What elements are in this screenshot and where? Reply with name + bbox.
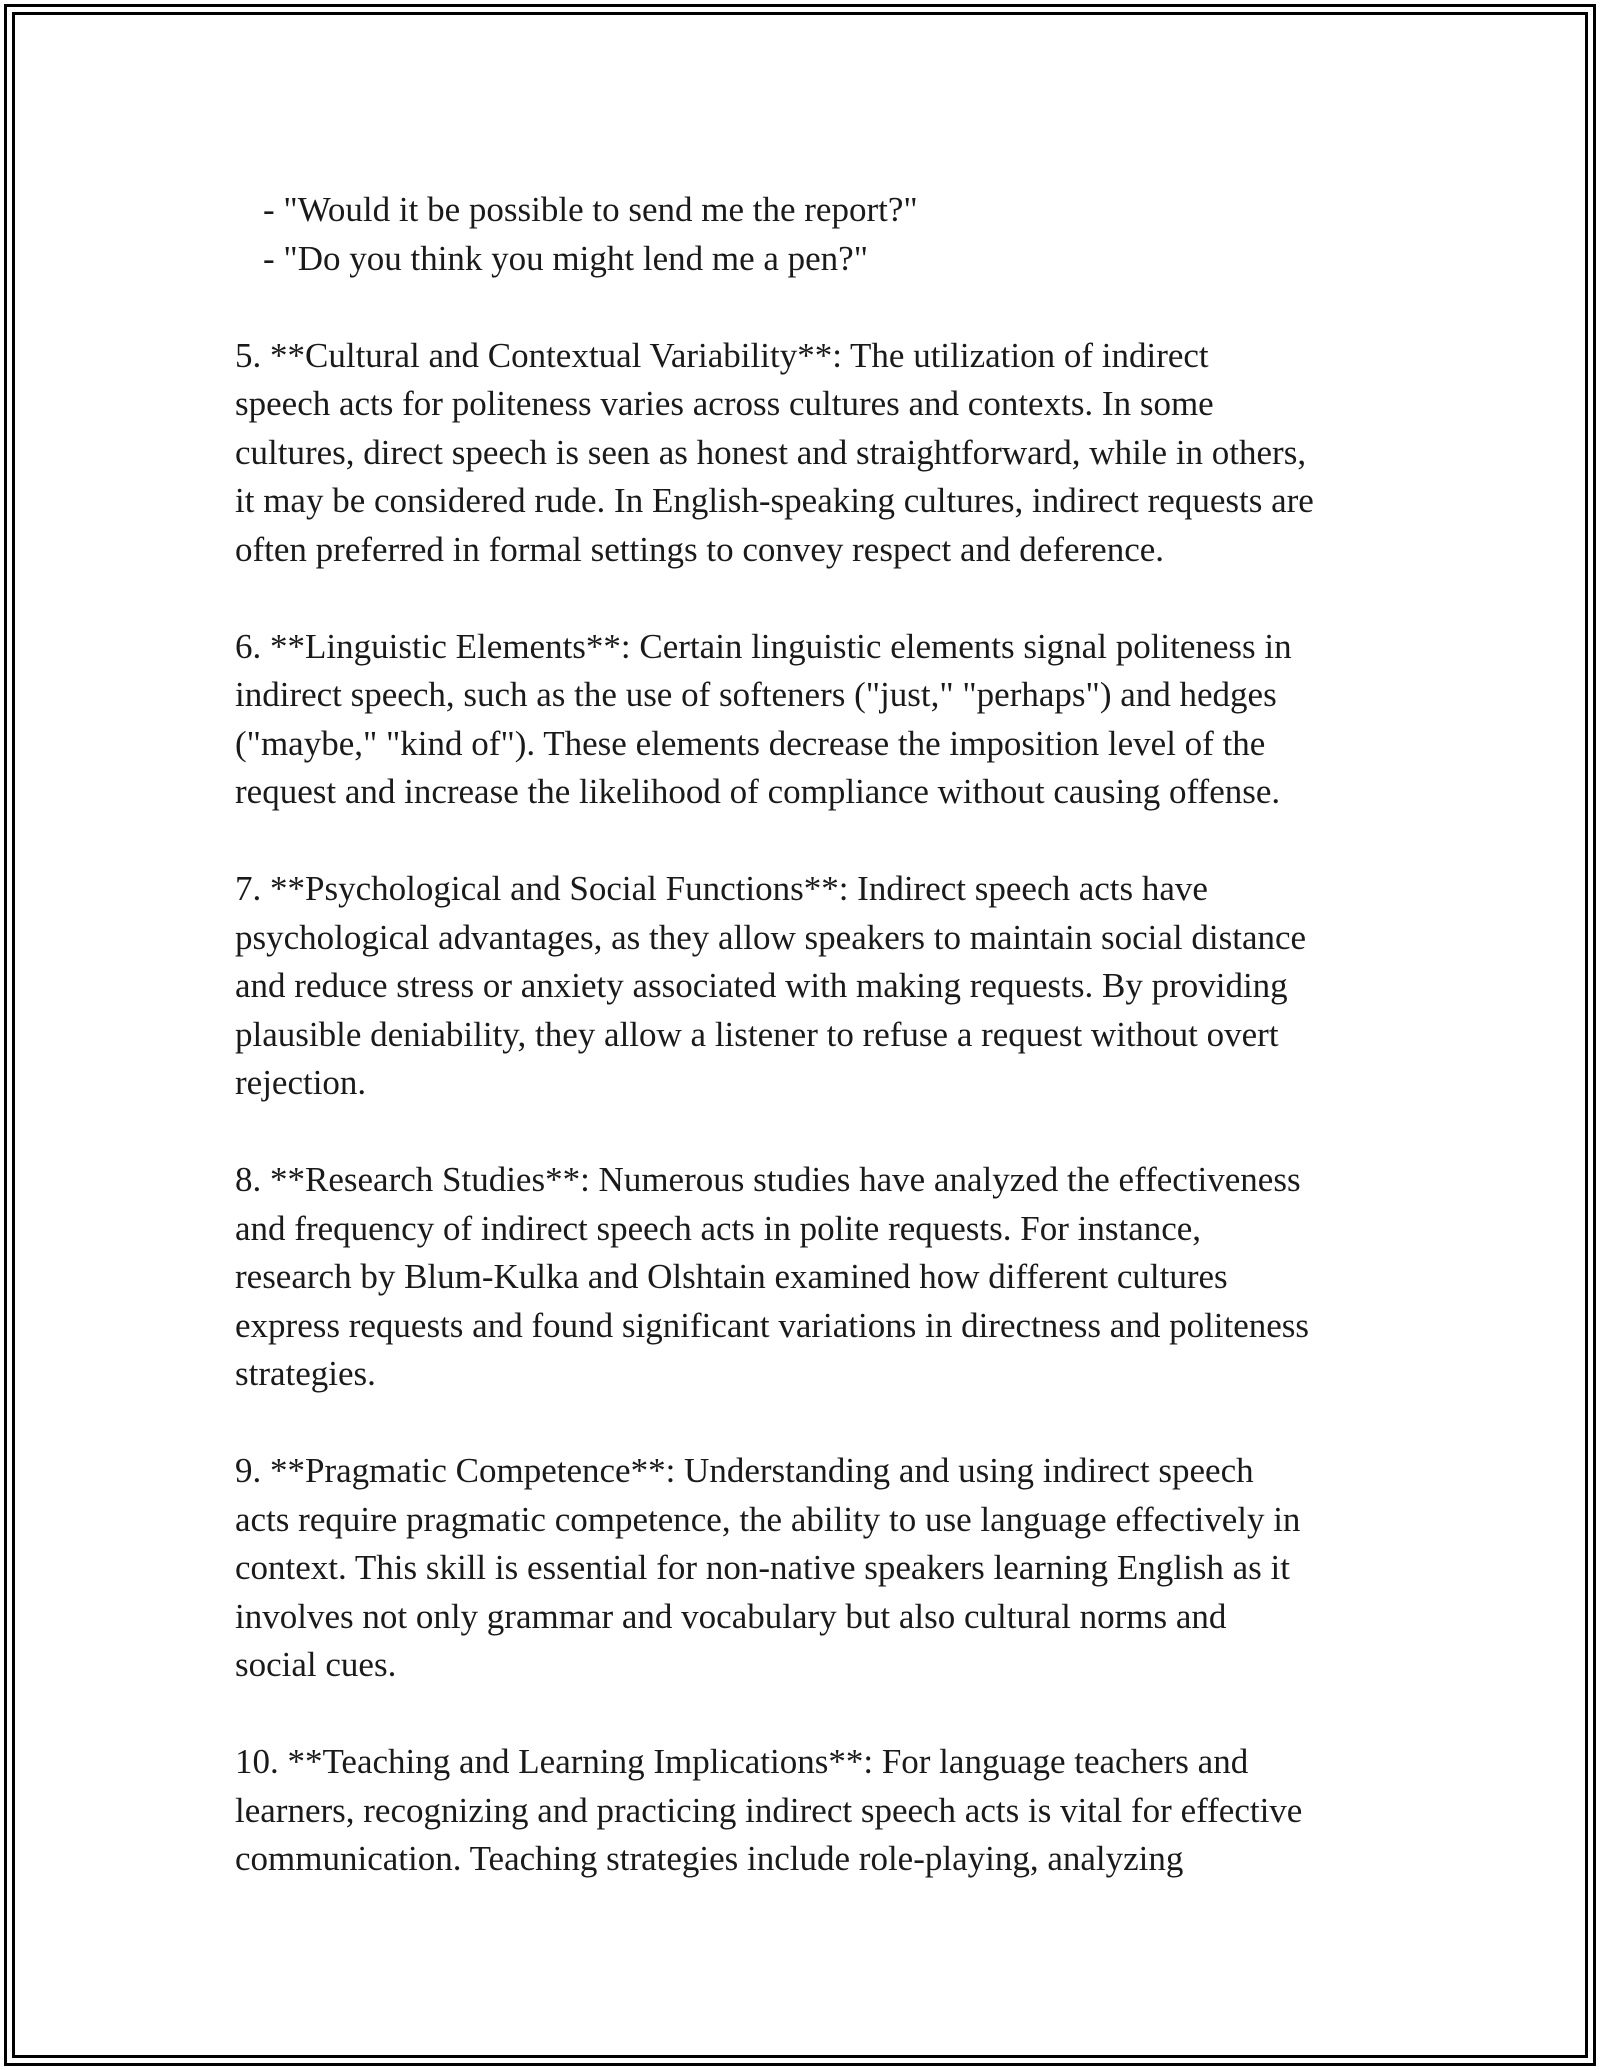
- paragraph-psychological-functions: [235, 865, 1375, 1108]
- text-line: it may be considered rude. In English-speaking cultures, indirect requests are: [235, 481, 1314, 520]
- text-line: ("maybe," "kind of"). These elements decrease the imposition level of the: [235, 723, 1266, 763]
- paragraph-linguistic-elements: [235, 623, 1375, 817]
- text-line: and frequency of indirect speech acts in polite requests. For instance,: [235, 1208, 1202, 1248]
- text-line: rejection.: [235, 1063, 367, 1102]
- text-line: social cues.: [235, 1645, 397, 1684]
- text-line: psychological advantages, as they allow speakers to maintain social distance: [235, 917, 1307, 957]
- text-line: request and increase the likelihood of compliance without causing offense.: [235, 772, 1281, 811]
- text-line: 6. **Linguistic Elements**: Certain linguistic elements signal politeness in: [235, 626, 1292, 666]
- document-body: [235, 186, 1375, 1884]
- text-line: 5. **Cultural and Contextual Variability**: The utilization of indirect: [235, 335, 1209, 375]
- text-line: 10. **Teaching and Learning Implications**: For language teachers and: [235, 1742, 1249, 1781]
- paragraph-teaching-implications: [235, 1738, 1375, 1884]
- example-item: - "Would it be possible to send me the report?": [263, 190, 918, 229]
- text-line: involves not only grammar and vocabulary but also cultural norms and: [235, 1596, 1227, 1636]
- example-item: - "Do you think you might lend me a pen?": [263, 238, 868, 278]
- text-line: research by Blum-Kulka and Olshtain examined how different cultures: [235, 1257, 1228, 1296]
- text-line: often preferred in formal settings to convey respect and deference.: [235, 529, 1165, 569]
- text-line: acts require pragmatic competence, the ability to use language effectively in: [235, 1499, 1301, 1539]
- text-line: 9. **Pragmatic Competence**: Understanding and using indirect speech: [235, 1451, 1254, 1490]
- paragraph-cultural-variability: [235, 332, 1375, 575]
- text-line: speech acts for politeness varies across cultures and contexts. In some: [235, 384, 1214, 423]
- paragraph-pragmatic-competence: [235, 1447, 1375, 1690]
- text-line: 8. **Research Studies**: Numerous studies have analyzed the effectiveness: [235, 1160, 1301, 1199]
- text-line: cultures, direct speech is seen as honest and straightforward, while in others,: [235, 432, 1307, 472]
- paragraph-research-studies: [235, 1156, 1375, 1399]
- text-line: context. This skill is essential for non-native speakers learning English as it: [235, 1548, 1290, 1587]
- text-line: 7. **Psychological and Social Functions**: Indirect speech acts have: [235, 869, 1208, 908]
- text-line: learners, recognizing and practicing indirect speech acts is vital for effective: [235, 1790, 1303, 1830]
- text-line: strategies.: [235, 1354, 376, 1393]
- example-list: [235, 186, 1375, 283]
- text-line: communication. Teaching strategies include role-playing, analyzing: [235, 1839, 1184, 1878]
- text-line: and reduce stress or anxiety associated with making requests. By providing: [235, 966, 1288, 1005]
- text-line: indirect speech, such as the use of softeners ("just," "perhaps") and hedges: [235, 675, 1277, 714]
- text-line: express requests and found significant variations in directness and politeness: [235, 1305, 1310, 1345]
- text-line: plausible deniability, they allow a listener to refuse a request without overt: [235, 1014, 1279, 1054]
